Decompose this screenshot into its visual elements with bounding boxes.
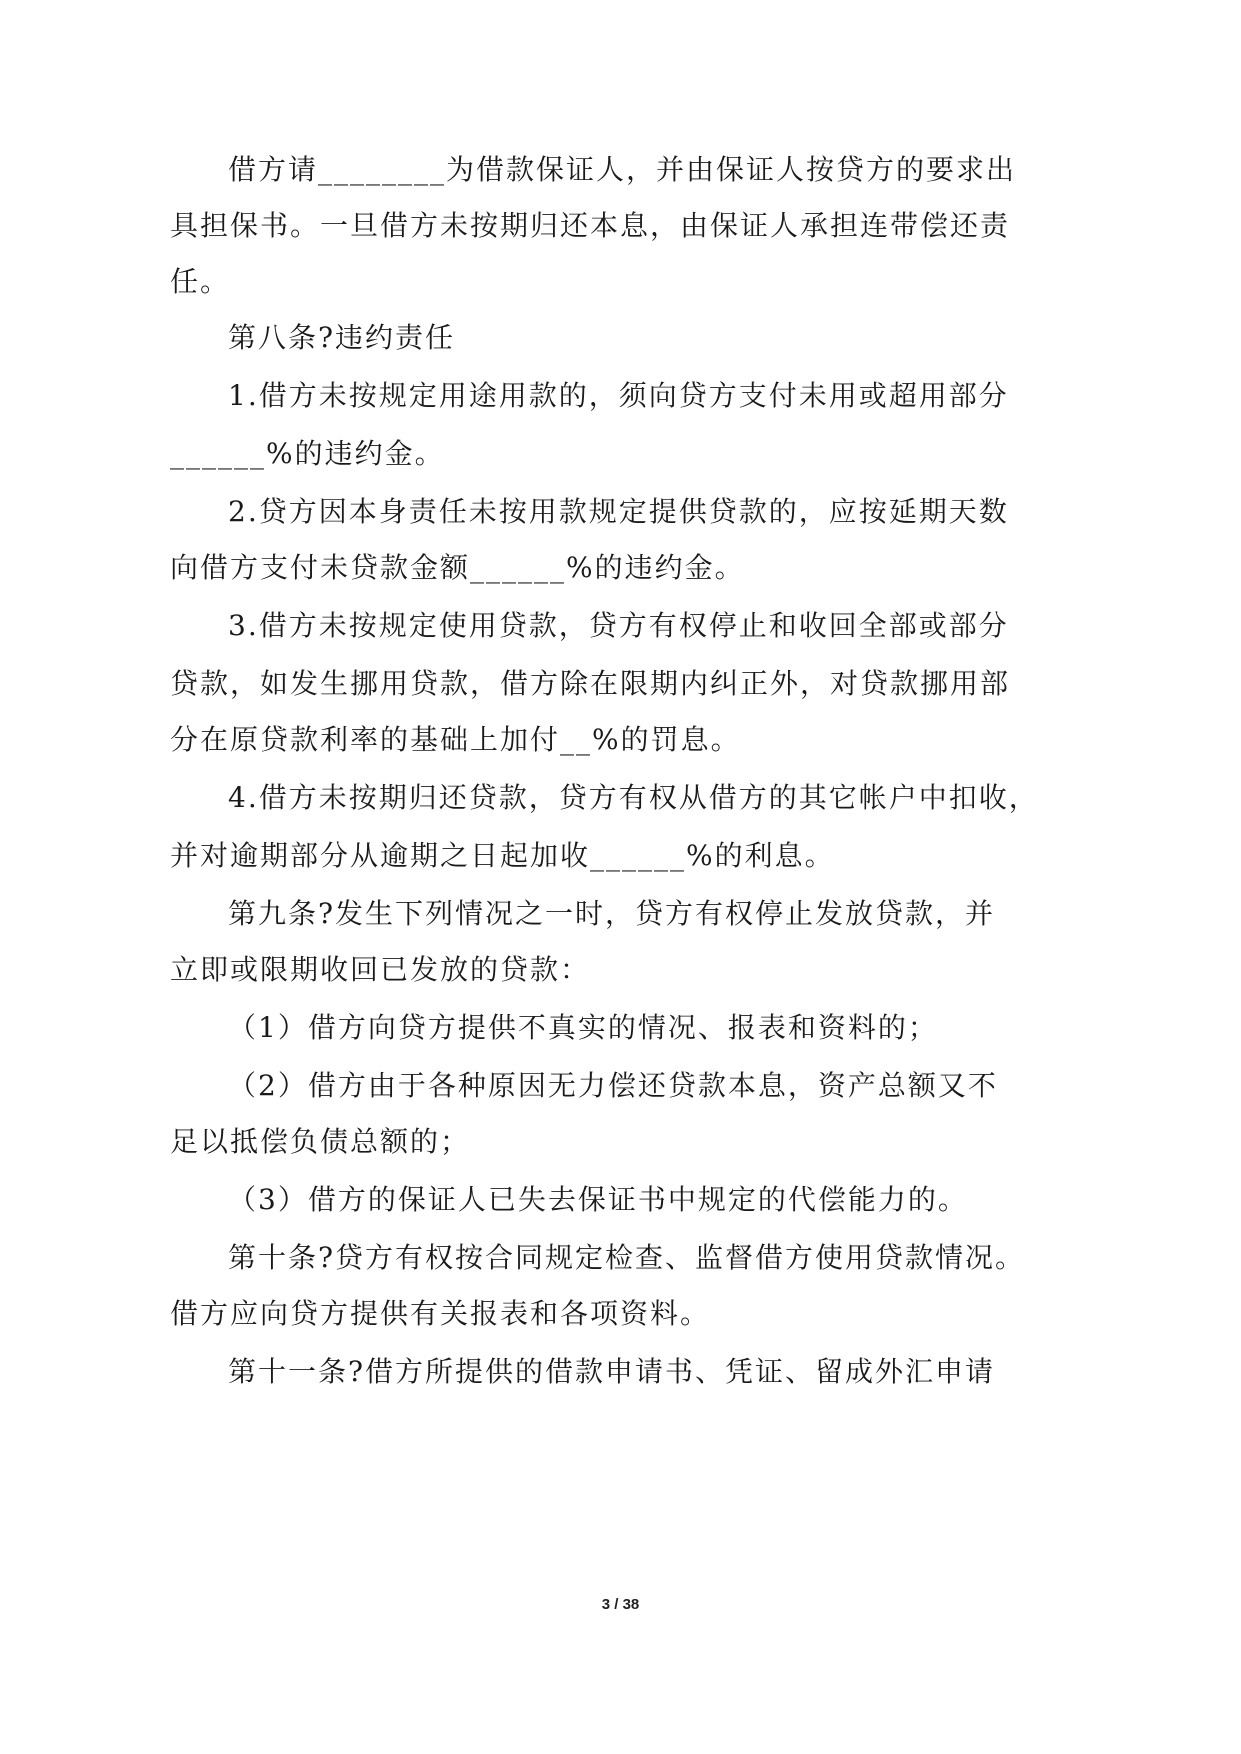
- text-line: 借方应向贷方提供有关报表和各项资料。: [170, 1297, 711, 1330]
- text-line: 具担保书。一旦借方未按期归还本息，由保证人承担连带偿还责: [170, 209, 1011, 242]
- text-line: 4.借方未按期归还贷款，贷方有权从借方的其它帐户中扣收，: [228, 781, 1039, 814]
- list-item: （3）借方的保证人已失去保证书中规定的代偿能力的。: [228, 1183, 968, 1216]
- text-line: 1.借方未按规定用途用款的，须向贷方支付未用或超用部分: [228, 379, 1009, 412]
- text-line: ______%的违约金。: [170, 437, 445, 470]
- section-heading: 第九条?发生下列情况之一时，贷方有权停止发放贷款，并: [228, 897, 996, 930]
- text-line: 2.贷方因本身责任未按用款规定提供贷款的，应按延期天数: [228, 495, 1009, 528]
- list-item: （2）借方由于各种原因无力偿还贷款本息，资产总额又不: [228, 1069, 998, 1102]
- text-line: 3.借方未按规定使用贷款，贷方有权停止和收回全部或部分: [228, 609, 1009, 642]
- section-heading: 第十条?贷方有权按合同规定检查、监督借方使用贷款情况。: [228, 1241, 1026, 1274]
- section-heading: 第八条?违约责任: [228, 321, 456, 354]
- text-line: 并对逾期部分从逾期之日起加收______%的利息。: [170, 839, 835, 872]
- text-line: 借方请________为借款保证人，并由保证人按贷方的要求出: [228, 153, 1017, 186]
- page-number: 3 / 38: [601, 1596, 640, 1613]
- list-item: （1）借方向贷方提供不真实的情况、报表和资料的；: [228, 1011, 938, 1044]
- text-line: 立即或限期收回已发放的贷款：: [170, 953, 591, 986]
- text-line: 贷款，如发生挪用贷款，借方除在限期内纠正外，对贷款挪用部: [170, 667, 1011, 700]
- section-heading: 第十一条?借方所提供的借款申请书、凭证、留成外汇申请: [228, 1355, 996, 1388]
- text-line: 足以抵偿负债总额的；: [170, 1125, 471, 1158]
- text-line: 分在原贷款利率的基础上加付__%的罚息。: [170, 723, 741, 756]
- text-line: 任。: [170, 265, 231, 298]
- text-line: 向借方支付未贷款金额______%的违约金。: [170, 551, 745, 584]
